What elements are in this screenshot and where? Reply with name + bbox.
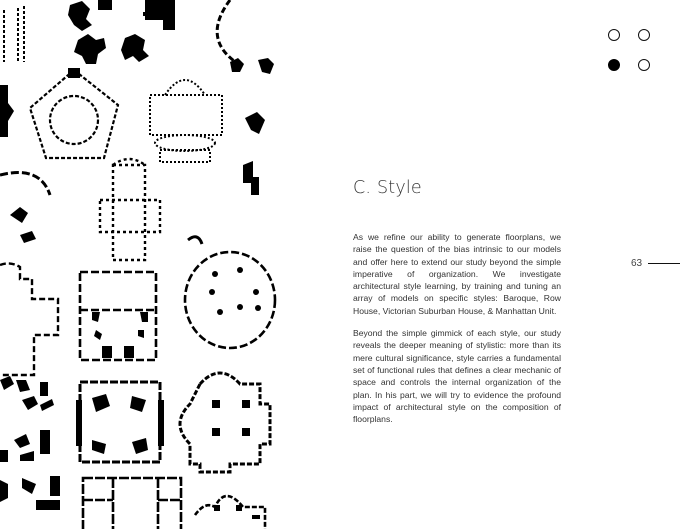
- page-number-marker: [631, 258, 680, 269]
- page-number: 63: [631, 258, 643, 269]
- nav-dot-top-right[interactable]: [638, 29, 650, 41]
- page-navigation-dots: [608, 29, 656, 77]
- floorplan-illustration: [0, 0, 278, 529]
- paragraph-conclusion: Beyond the simple gimmick of each style, our study reveals the deeper meaning of stylistic: more than its mere cultural significance, style carries a fundamental set of functional rules that defines a clear mechanic of space and controls the internal organization of the plan. In his part, we will try to evidence the profound impact of architectural style on the composition of floorplans.: [353, 328, 561, 425]
- nav-dot-bottom-right[interactable]: [638, 59, 650, 71]
- section-title: C. Style: [353, 178, 422, 198]
- nav-dot-bottom-left-active[interactable]: [608, 59, 620, 71]
- nav-dot-top-left[interactable]: [608, 29, 620, 41]
- page-number-rule: [648, 263, 680, 265]
- paragraph-intro: As we refine our ability to generate floorplans, we raise the question of the bias intrinsic to our models and offer here to extend our study beyond the simple imperative of organization. We investigate architectural style learning, by training and tuning an array of models on specific styles: Baroque, Row House, Victorian Suburban House, & Manhattan Unit.: [353, 232, 561, 316]
- baroque-floorplans-collage: [0, 0, 278, 529]
- body-text: [353, 231, 561, 435]
